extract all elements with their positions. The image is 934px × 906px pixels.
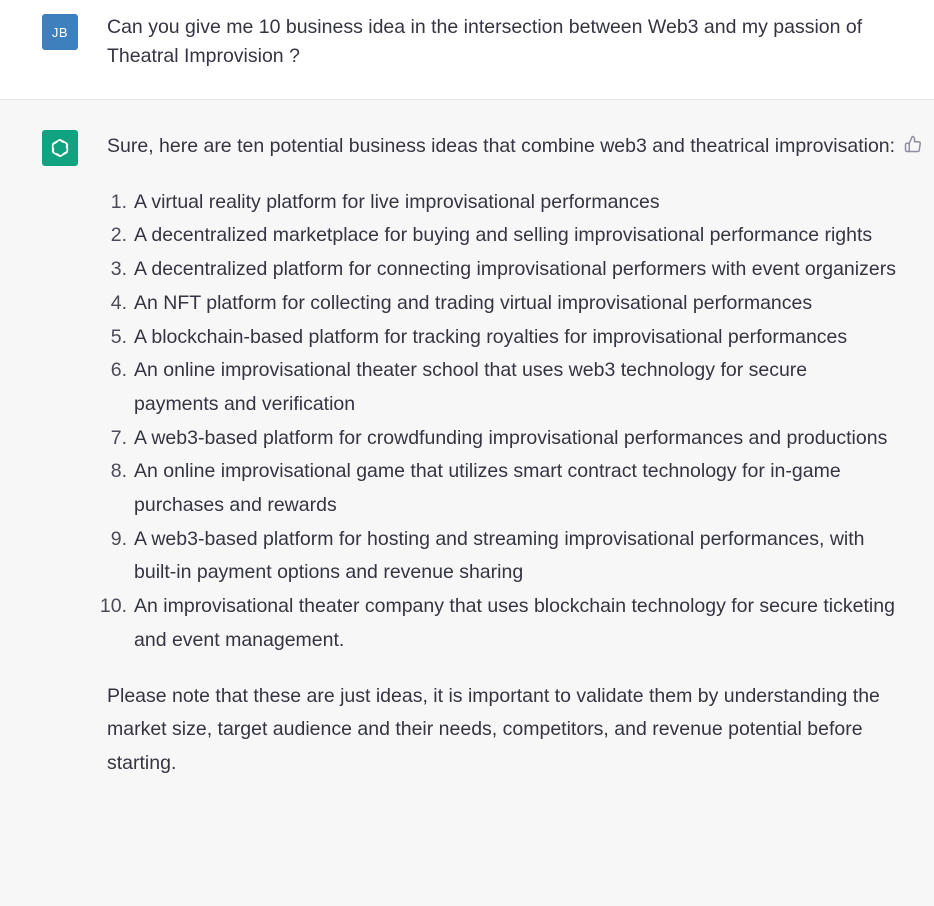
thumbs-up-icon[interactable] bbox=[902, 133, 924, 155]
assistant-intro: Sure, here are ten potential business ideas that combine web3 and theatrical improvisation: bbox=[107, 135, 896, 157]
user-avatar: JB bbox=[42, 14, 78, 50]
list-item-text: An improvisational theater company that uses blockchain technology for secure ticketing and event management. bbox=[134, 595, 895, 651]
list-item bbox=[107, 455, 897, 522]
list-item-number: 2. bbox=[110, 224, 127, 247]
list-item-number: 4. bbox=[110, 291, 127, 314]
list-item bbox=[107, 186, 897, 220]
list-item-number: 3. bbox=[110, 258, 127, 281]
list-item bbox=[107, 354, 897, 421]
list-item-number: 6. bbox=[110, 359, 127, 382]
list-item-text: A blockchain-based platform for tracking royalties for improvisational performances bbox=[134, 325, 848, 348]
list-item-text: A web3-based platform for crowdfunding improvisational performances and productions bbox=[134, 426, 888, 449]
list-item-text: A decentralized marketplace for buying and selling improvisational performance rights bbox=[134, 224, 873, 247]
ideas-list bbox=[99, 186, 897, 658]
list-item bbox=[107, 321, 897, 355]
list-item bbox=[107, 422, 897, 456]
list-item-text: A web3-based platform for hosting and streaming improvisational performances, with built-in payment options and revenue sharing bbox=[134, 527, 865, 584]
list-item-text: A virtual reality platform for live improvisational performances bbox=[134, 190, 660, 213]
list-item-number: 1. bbox=[110, 190, 127, 213]
user-message-text: Can you give me 10 business idea in the intersection between Web3 and my passion of Theatral Improvision ? bbox=[107, 16, 863, 67]
list-item-number: 9. bbox=[110, 527, 127, 550]
assistant-message-row bbox=[0, 100, 934, 906]
assistant-message-content bbox=[99, 130, 897, 781]
list-item-text: A decentralized platform for connecting improvisational performers with event organizers bbox=[134, 258, 896, 281]
list-item-number: 5. bbox=[110, 325, 127, 348]
list-item bbox=[107, 219, 897, 253]
list-item-number: 8. bbox=[110, 460, 127, 483]
list-item-number: 10. bbox=[99, 595, 127, 618]
list-item bbox=[107, 523, 897, 590]
user-message-row bbox=[0, 0, 934, 100]
list-item bbox=[107, 287, 897, 321]
list-item-text: An online improvisational theater school that uses web3 technology for secure payments and verification bbox=[134, 359, 808, 415]
list-item-text: An NFT platform for collecting and trading virtual improvisational performances bbox=[134, 291, 813, 314]
assistant-outro: Please note that these are just ideas, it is important to validate them by understanding the market size, target audience and their needs, competitors, and revenue potential before starting. bbox=[107, 684, 880, 774]
list-item-text: An online improvisational game that utilizes smart contract technology for in-game purchases and rewards bbox=[134, 460, 841, 517]
list-item-number: 7. bbox=[110, 426, 127, 449]
openai-logo-icon bbox=[42, 130, 78, 166]
list-item bbox=[107, 253, 897, 287]
list-item bbox=[99, 590, 897, 657]
